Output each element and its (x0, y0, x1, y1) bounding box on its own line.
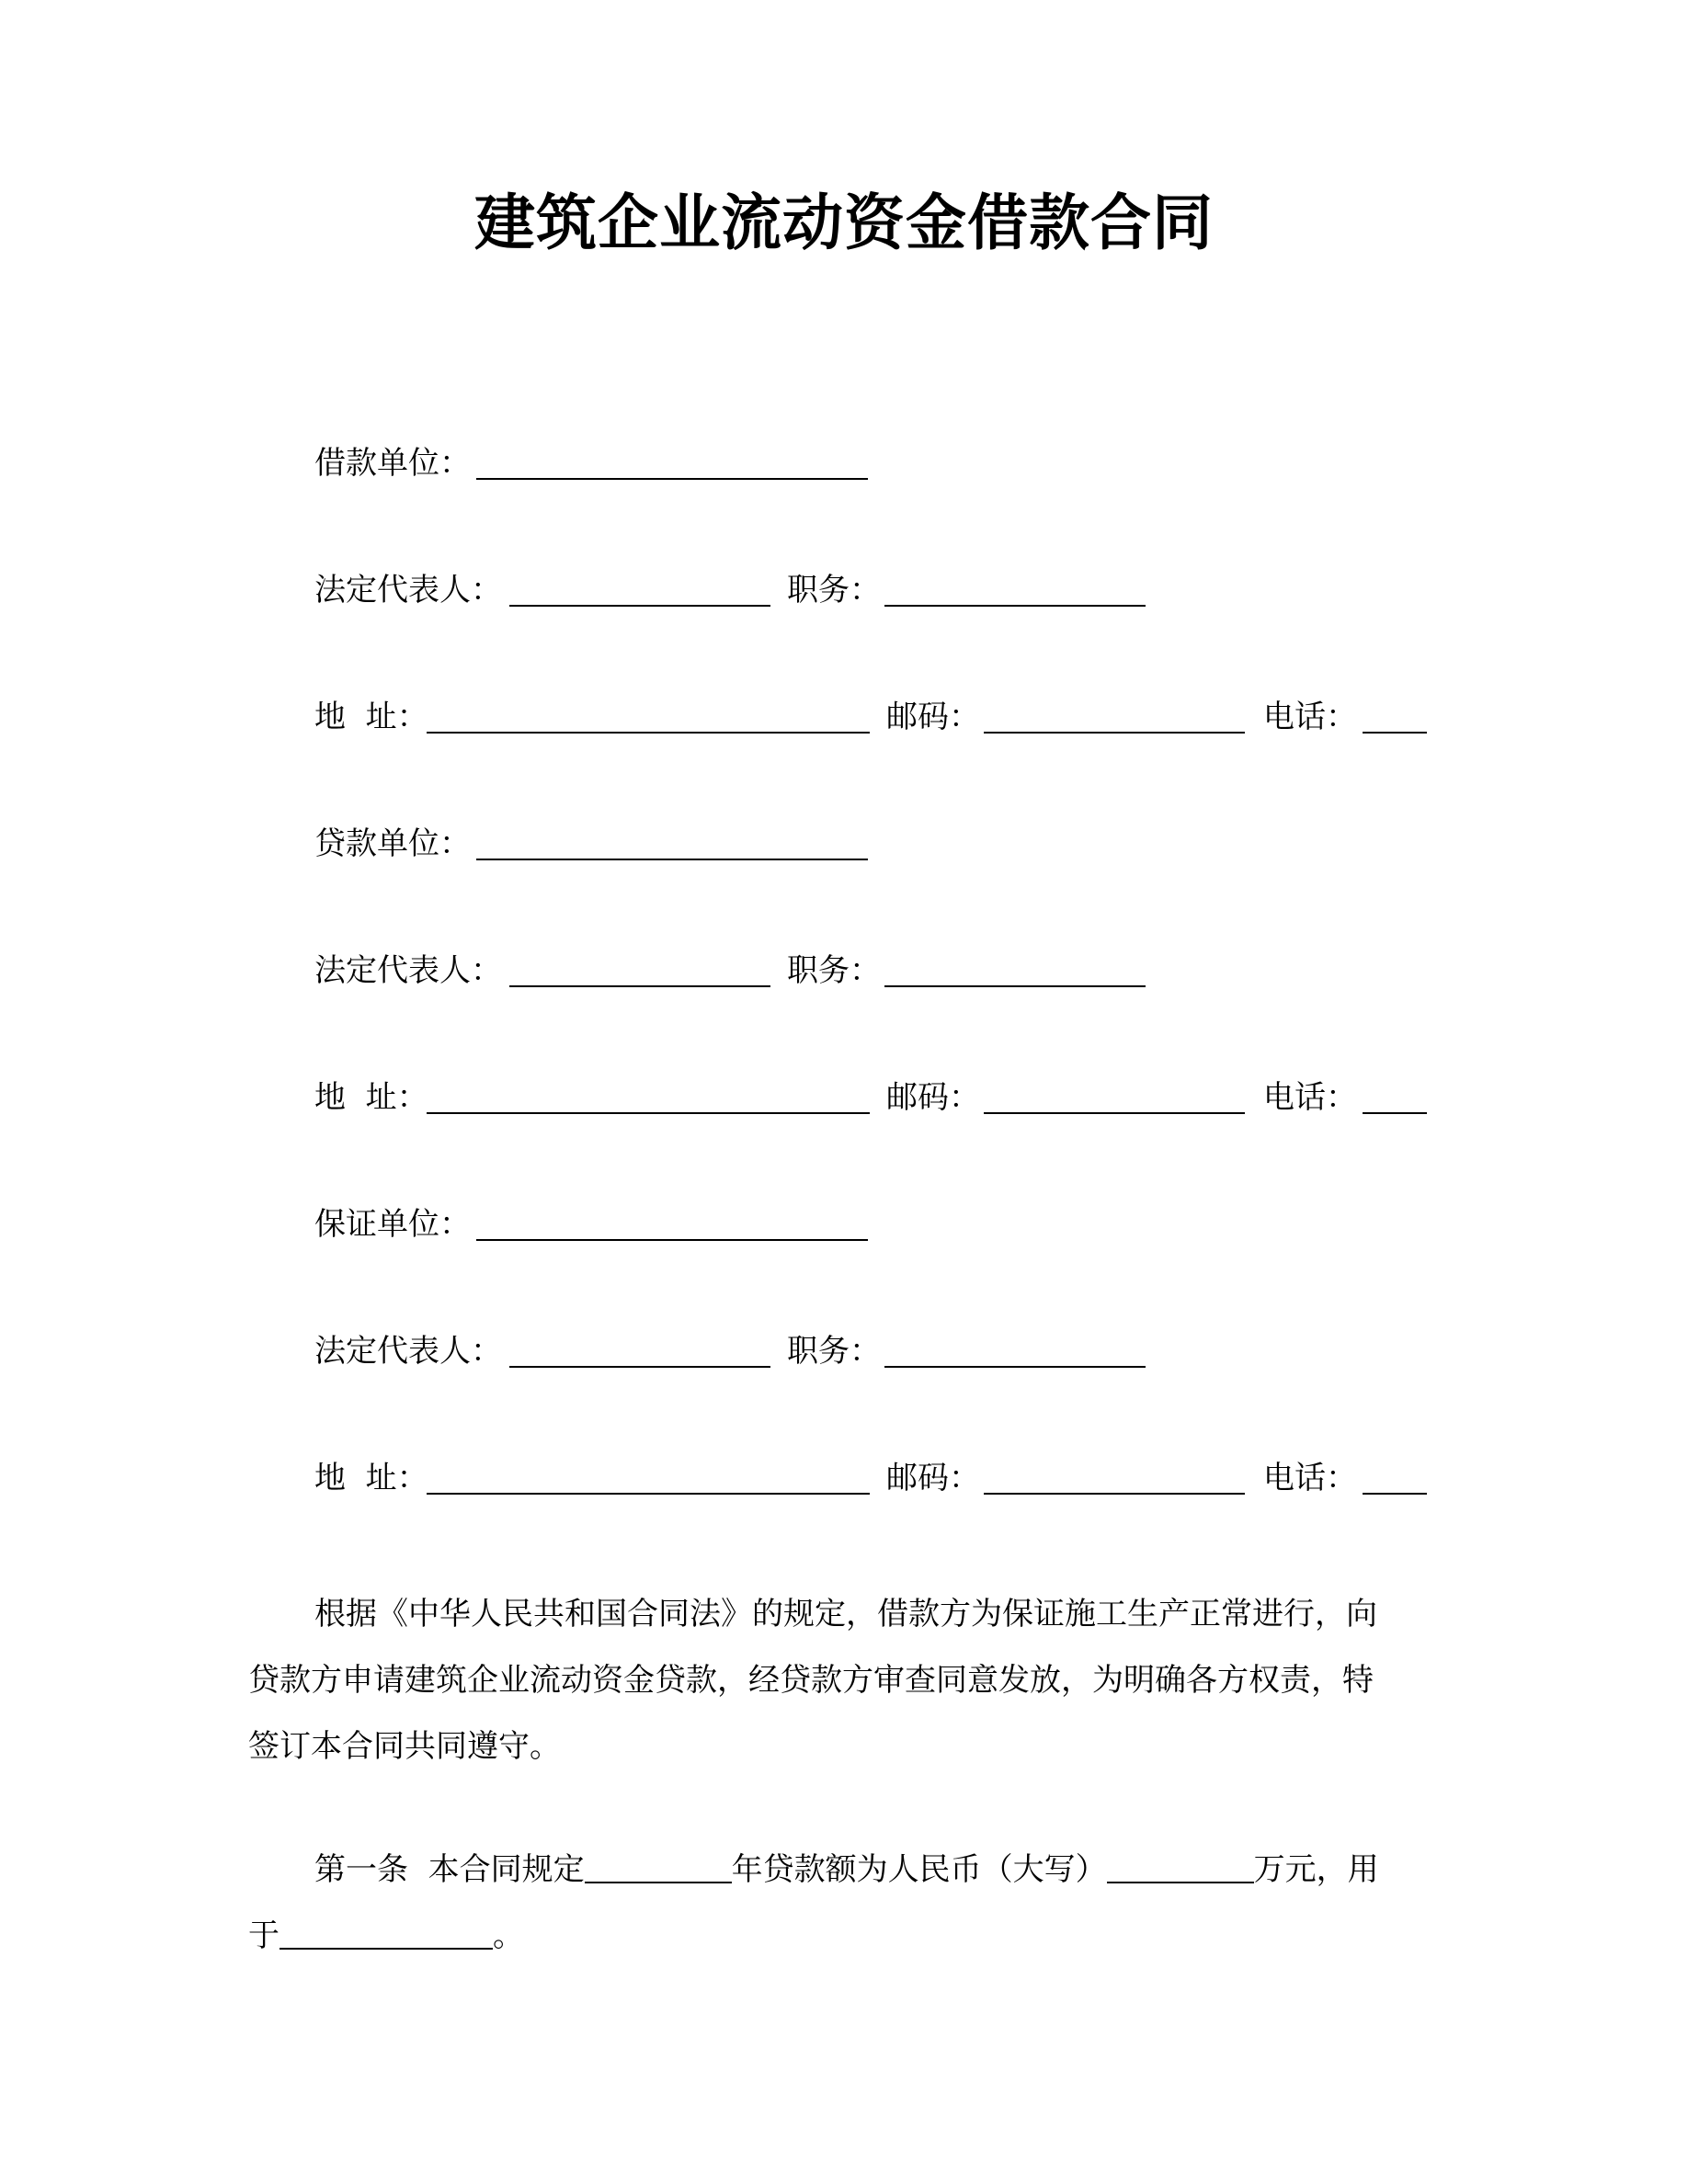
article-1-line-1 (314, 1837, 1379, 1903)
article-1-text-a: 第一条 本合同规定 (314, 1851, 585, 1888)
lender-unit-label: 贷款单位： (314, 825, 471, 862)
guarantor-unit-label: 保证单位： (314, 1206, 471, 1243)
lender-postcode-label: 邮码： (886, 1079, 980, 1116)
lender-address-field[interactable] (427, 1077, 870, 1114)
guarantor-position-label: 职务： (787, 1333, 881, 1370)
borrower-position-field[interactable] (884, 570, 1146, 607)
borrower-address-label: 地 址： (314, 699, 428, 735)
guarantor-unit-field[interactable] (476, 1204, 868, 1241)
borrower-position-label: 职务： (787, 572, 881, 609)
article-1-text-c: 万元，用 (1253, 1851, 1379, 1888)
article-1-purpose-field[interactable] (279, 1913, 493, 1950)
borrower-phone-field[interactable] (1363, 697, 1427, 734)
preamble-line-3: 签订本合同共同遵守。 (248, 1728, 561, 1765)
lender-position-field[interactable] (884, 950, 1146, 987)
borrower-rep-label: 法定代表人： (314, 572, 502, 609)
article-1-text-d: 于 (248, 1917, 279, 1954)
guarantor-position-field[interactable] (884, 1331, 1146, 1368)
borrower-rep-field[interactable] (509, 570, 770, 607)
lender-address-label: 地 址： (314, 1079, 428, 1116)
article-1-text-e: 。 (493, 1917, 524, 1954)
lender-phone-label: 电话： (1263, 1079, 1357, 1116)
borrower-postcode-field[interactable] (984, 697, 1245, 734)
article-1-amount-field[interactable] (1107, 1847, 1254, 1883)
lender-rep-label: 法定代表人： (314, 952, 502, 989)
lender-position-label: 职务： (787, 952, 881, 989)
borrower-unit-field[interactable] (476, 443, 868, 480)
guarantor-address-field[interactable] (427, 1458, 870, 1495)
article-1-line-2 (248, 1903, 524, 1969)
guarantor-postcode-field[interactable] (984, 1458, 1245, 1495)
preamble-line-1: 根据《中华人民共和国合同法》的规定，借款方为保证施工生产正常进行，向 (314, 1596, 1377, 1632)
article-1-text-b: 年贷款额为人民币（大写） (731, 1851, 1107, 1888)
borrower-address-field[interactable] (427, 697, 870, 734)
borrower-postcode-label: 邮码： (886, 699, 980, 735)
guarantor-rep-label: 法定代表人： (314, 1333, 502, 1370)
lender-unit-field[interactable] (476, 824, 868, 860)
guarantor-address-label: 地 址： (314, 1460, 428, 1496)
guarantor-phone-field[interactable] (1363, 1458, 1427, 1495)
article-1-year-field[interactable] (585, 1847, 732, 1883)
guarantor-phone-label: 电话： (1263, 1460, 1357, 1496)
lender-postcode-field[interactable] (984, 1077, 1245, 1114)
guarantor-rep-field[interactable] (509, 1331, 770, 1368)
borrower-phone-label: 电话： (1263, 699, 1357, 735)
lender-rep-field[interactable] (509, 950, 770, 987)
preamble-line-2: 贷款方申请建筑企业流动资金贷款，经贷款方审查同意发放，为明确各方权责，特 (248, 1662, 1374, 1699)
guarantor-postcode-label: 邮码： (886, 1460, 980, 1496)
borrower-unit-label: 借款单位： (314, 445, 471, 482)
document-title: 建筑企业流动资金借款合同 (474, 188, 1214, 258)
lender-phone-field[interactable] (1363, 1077, 1427, 1114)
